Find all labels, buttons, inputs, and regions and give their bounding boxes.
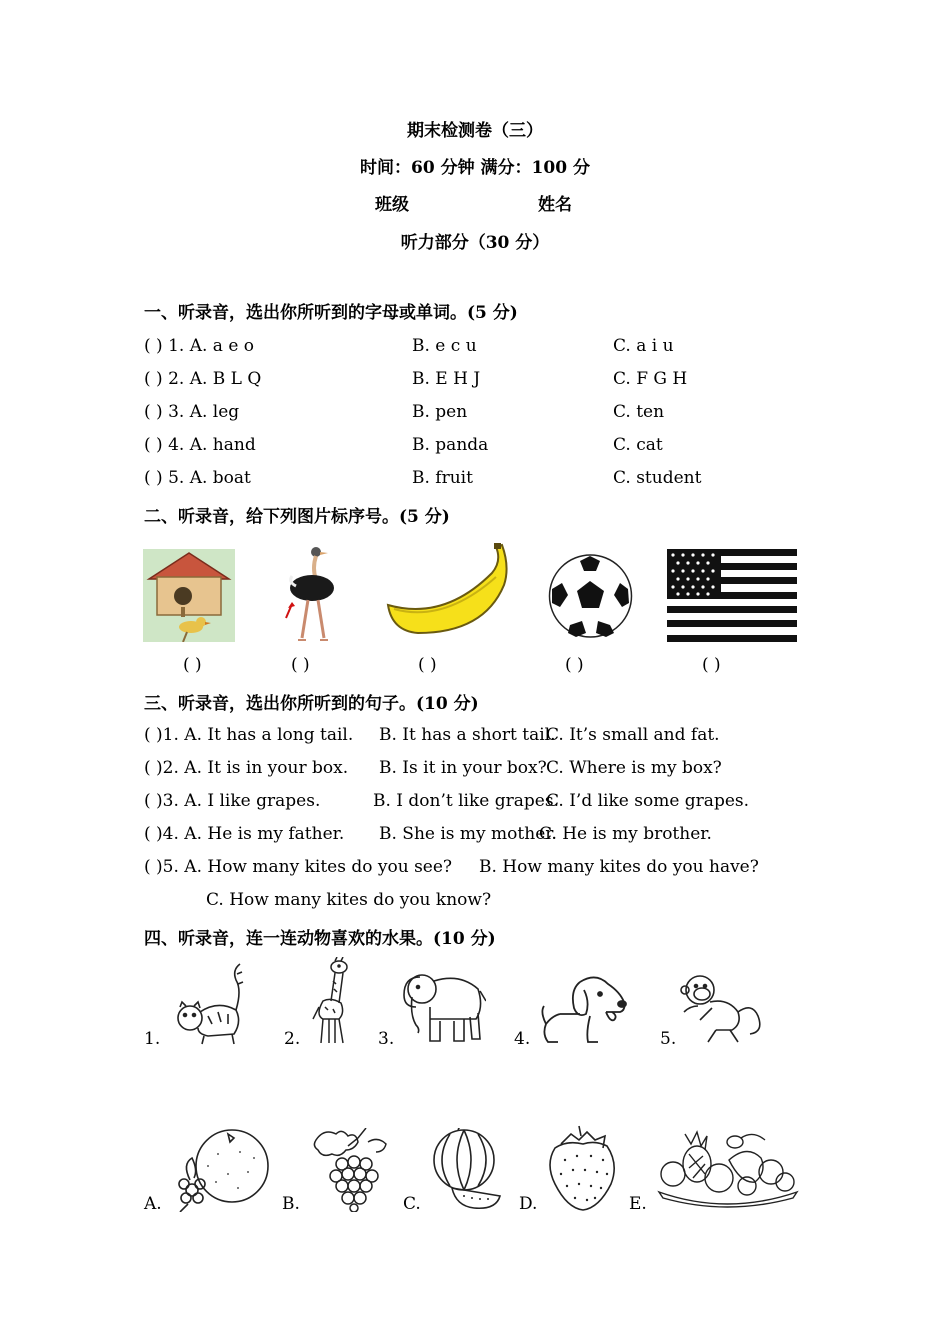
s3-q3-b: B. I don’t like grapes. <box>373 791 559 811</box>
section4-heading: 四、听录音，连一连动物喜欢的水果。(10 分) <box>144 929 496 949</box>
animal-label-4: 4. <box>514 1029 531 1049</box>
orange-image <box>168 1124 272 1212</box>
soccer-ball-image <box>548 553 633 639</box>
fruit-label-e: E. <box>629 1194 647 1214</box>
s3-q2-c: C. Where is my box? <box>546 758 722 778</box>
s1-q2-a: ( ) 2. A. B L Q <box>144 369 262 389</box>
s2-blank-4: ( ) <box>565 655 584 675</box>
s2-blank-5: ( ) <box>702 655 721 675</box>
s1-q1-c: C. a i u <box>613 336 674 356</box>
s2-blank-1: ( ) <box>183 655 202 675</box>
s1-q5-b: B. fruit <box>412 468 473 488</box>
s1-q1-a: ( ) 1. A. a e o <box>144 336 255 356</box>
section1-heading: 一、听录音，选出你所听到的字母或单词。(5 分) <box>144 303 518 323</box>
animal-label-5: 5. <box>660 1029 677 1049</box>
s3-q4-c: C. He is my brother. <box>539 824 712 844</box>
birdhouse-image <box>143 549 235 642</box>
animal-label-1: 1. <box>144 1029 161 1049</box>
s3-q1-b: B. It has a short tail. <box>379 725 556 745</box>
fruit-label-b: B. <box>282 1194 300 1214</box>
monkey-image <box>680 972 764 1046</box>
s2-blank-2: ( ) <box>291 655 310 675</box>
s1-q5-c: C. student <box>613 468 702 488</box>
listening-part: 听力部分（30 分） <box>400 233 550 253</box>
s3-q3-c: C. I’d like some grapes. <box>546 791 750 811</box>
animal-label-2: 2. <box>284 1029 301 1049</box>
s1-q3-b: B. pen <box>412 402 468 422</box>
s1-q3-c: C. ten <box>613 402 665 422</box>
s1-q1-b: B. e c u <box>412 336 477 356</box>
s1-q2-b: B. E H J <box>412 369 481 389</box>
animal-label-3: 3. <box>378 1029 395 1049</box>
us-flag-image <box>667 549 797 642</box>
watermelon-image <box>430 1128 502 1210</box>
s3-q4-b: B. She is my mother. <box>379 824 557 844</box>
s3-q5-b: B. How many kites do you have? <box>479 857 759 877</box>
fruit-label-c: C. <box>403 1194 421 1214</box>
section3-heading: 三、听录音，选出你所听到的句子。(10 分) <box>144 694 479 714</box>
s3-q1-c: C. It’s small and fat. <box>546 725 720 745</box>
s3-q5-c: C. How many kites do you know? <box>206 890 492 910</box>
s3-q4-a: ( )4. A. He is my father. <box>144 824 345 844</box>
strawberry-image <box>545 1124 621 1212</box>
s1-q4-c: C. cat <box>613 435 663 455</box>
s2-blank-3: ( ) <box>418 655 437 675</box>
elephant-image <box>400 967 486 1045</box>
banana-image <box>384 543 510 635</box>
dog-image <box>540 972 630 1048</box>
time-score: 时间：60 分钟 满分：100 分 <box>360 158 590 178</box>
s1-q5-a: ( ) 5. A. boat <box>144 468 251 488</box>
s1-q4-b: B. panda <box>412 435 489 455</box>
grapes-image <box>312 1128 390 1212</box>
s1-q4-a: ( ) 4. A. hand <box>144 435 256 455</box>
s1-q3-a: ( ) 3. A. leg <box>144 402 240 422</box>
name-label: 姓名 <box>538 195 572 215</box>
giraffe-image <box>305 957 355 1045</box>
fruit-label-a: A. <box>144 1194 162 1214</box>
section2-heading: 二、听录音，给下列图片标序号。(5 分) <box>144 507 450 527</box>
s3-q3-a: ( )3. A. I like grapes. <box>144 791 321 811</box>
class-label: 班级 <box>375 195 409 215</box>
s3-q1-a: ( )1. A. It has a long tail. <box>144 725 354 745</box>
s3-q2-a: ( )2. A. It is in your box. <box>144 758 349 778</box>
fruit-label-d: D. <box>519 1194 538 1214</box>
ostrich-image <box>278 546 348 642</box>
tiger-image <box>168 960 248 1046</box>
page-title: 期末检测卷（三） <box>407 121 543 141</box>
s1-q2-c: C. F G H <box>613 369 688 389</box>
s3-q2-b: B. Is it in your box? <box>379 758 547 778</box>
s3-q5-a: ( )5. A. How many kites do you see? <box>144 857 453 877</box>
fruit-basket-image <box>657 1124 799 1208</box>
